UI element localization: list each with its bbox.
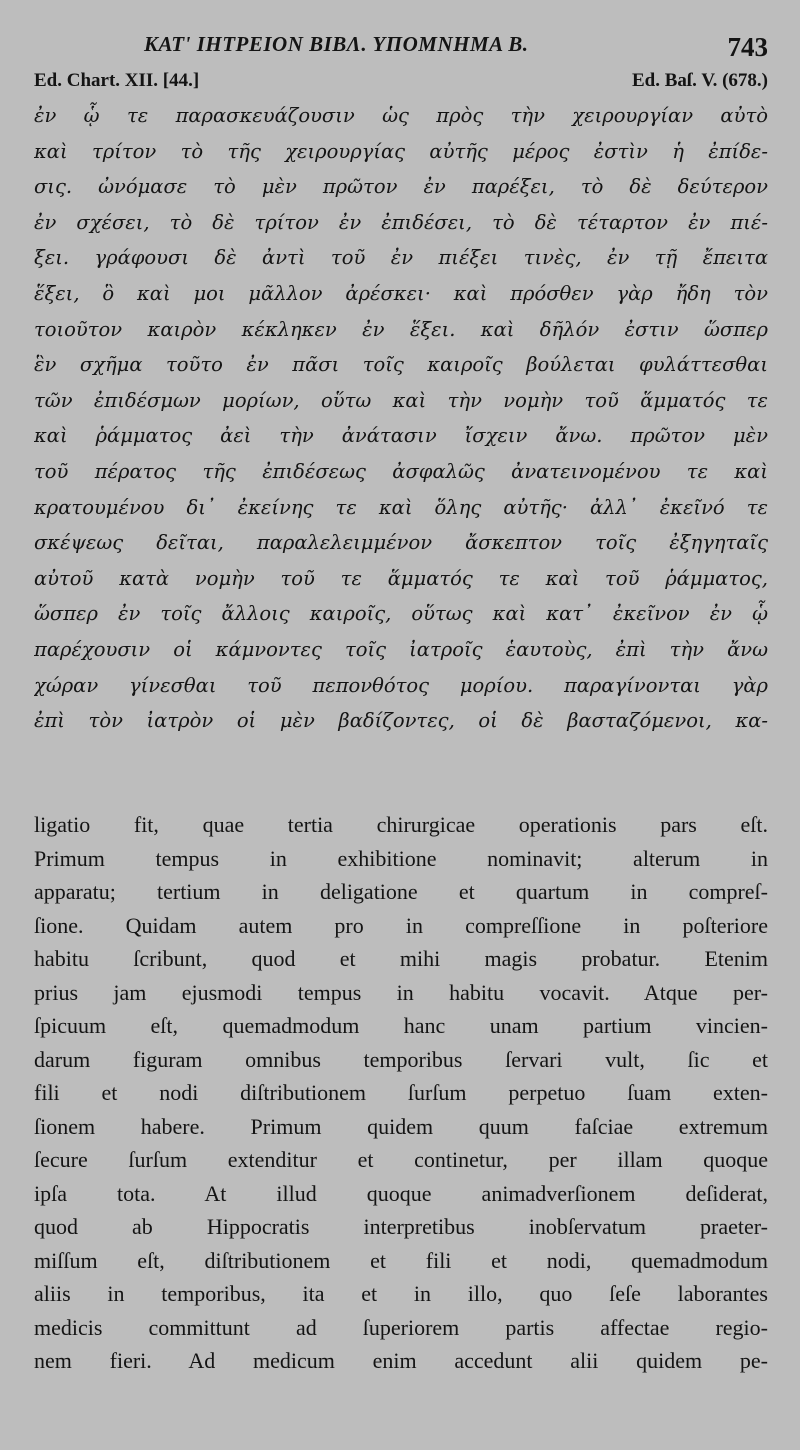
latin-line: darum figuram omnibus temporibus ſervari vult, ſic et bbox=[34, 1046, 768, 1072]
edition-basel-ref: Ed. Baſ. V. (678.) bbox=[631, 70, 768, 91]
page-number: 743 bbox=[727, 32, 768, 62]
greek-line: κρατουμένου δι᾽ ἐκείνης τε καὶ ὅλης αὐτῆς· ἀλλ᾽ ἐκεῖνό τε bbox=[34, 495, 768, 519]
latin-line: habitu ſcribunt, quod et mihi magis probatur. Etenim bbox=[34, 946, 768, 971]
greek-line: τῶν ἐπιδέσμων μορίων, οὕτω καὶ τὴν νομὴν τοῦ ἅμματός τε bbox=[34, 388, 768, 412]
greek-text-block bbox=[34, 98, 768, 739]
edition-chart-ref: Ed. Chart. XII. [44.] bbox=[34, 70, 200, 91]
latin-line: ſpicuum eſt, quemadmodum hanc unam partium vincien- bbox=[34, 1013, 768, 1038]
greek-line: σις. ὠνόμασε τὸ μὲν πρῶτον ἐν παρέξει, τὸ δὲ δεύτερον bbox=[34, 175, 768, 199]
greek-line: ἕξει, ὃ καὶ μοι μᾶλλον ἀρέσκει· καὶ πρόσθεν γὰρ ἤδη τὸν bbox=[34, 281, 768, 305]
greek-line: σκέψεως δεῖται, παραλελειμμένον ἄσκεπτον τοῖς ἐξηγηταῖς bbox=[34, 531, 768, 555]
greek-line: ἓν σχῆμα τοῦτο ἐν πᾶσι τοῖς καιροῖς βούλεται φυλάττεσθαι bbox=[34, 353, 768, 377]
latin-line: ligatio fit, quae tertia chirurgicae operationis pars eſt. bbox=[34, 812, 768, 837]
greek-line: ἐν σχέσει, τὸ δὲ τρίτον ἐν ἐπιδέσει, τὸ δὲ τέταρτον ἐν πιέ- bbox=[34, 210, 768, 234]
greek-line: ἐπὶ τὸν ἰατρὸν οἱ μὲν βαδίζοντες, οἱ δὲ βασταζόμενοι, κα- bbox=[34, 709, 768, 733]
latin-line: aliis in temporibus, ita et in illo, quo ſeſe laborantes bbox=[34, 1281, 768, 1306]
latin-line: medicis committunt ad ſuperiorem partis affectae regio- bbox=[34, 1314, 768, 1340]
edition-references bbox=[34, 70, 768, 96]
latin-line: miſſum eſt, diſtributionem et fili et nodi, quemadmodum bbox=[34, 1247, 768, 1273]
greek-line: καὶ ῥάμματος ἀεὶ τὴν ἀνάτασιν ἴσχειν ἄνω. πρῶτον μὲν bbox=[34, 424, 768, 448]
latin-line: nem fieri. Ad medicum enim accedunt alii quidem pe- bbox=[34, 1348, 768, 1373]
latin-line: ſionem habere. Primum quidem quum faſciae extremum bbox=[34, 1113, 768, 1139]
greek-line: τοιοῦτον καιρὸν κέκληκεν ἐν ἕξει. καὶ δῆλόν ἐστιν ὥσπερ bbox=[34, 317, 768, 341]
greek-line: καὶ τρίτον τὸ τῆς χειρουργίας αὐτῆς μέρος ἐστὶν ἡ ἐπίδε- bbox=[34, 139, 768, 163]
latin-text-block bbox=[34, 808, 768, 1378]
running-head bbox=[34, 28, 768, 64]
latin-line: ipſa tota. At illud quoque animadverſionem deſiderat, bbox=[34, 1180, 768, 1206]
greek-line: αὐτοῦ κατὰ νομὴν τοῦ τε ἅμματός τε καὶ τοῦ ῥάμματος, bbox=[34, 566, 768, 590]
greek-line: παρέχουσιν οἱ κάμνοντες τοῖς ἰατροῖς ἑαυτοὺς, ἐπὶ τὴν ἄνω bbox=[34, 637, 768, 661]
latin-line: quod ab Hippocratis interpretibus inobſervatum praeter- bbox=[34, 1214, 768, 1239]
greek-line: χώραν γίνεσθαι τοῦ πεπονθότος μορίου. παραγίνονται γὰρ bbox=[34, 673, 768, 697]
greek-line: ὥσπερ ἐν τοῖς ἄλλοις καιροῖς, οὕτως καὶ κατ᾽ ἐκεῖνον ἐν ᾧ bbox=[34, 602, 768, 626]
latin-line: ſecure ſurſum extenditur et continetur, per illam quoque bbox=[34, 1147, 768, 1172]
greek-line: τοῦ πέρατος τῆς ἐπιδέσεως ἀσφαλῶς ἀνατεινομένου τε καὶ bbox=[34, 459, 768, 483]
greek-line: ἐν ᾧ τε παρασκευάζουσιν ὡς πρὸς τὴν χειρουργίαν αὐτὸ bbox=[34, 104, 768, 127]
running-title: ΚΑΤ' ΙΗΤΡΕΙΟΝ ΒΙΒΛ. ΥΠΟΜΝΗΜΑ Β. bbox=[144, 32, 529, 56]
latin-line: ſione. Quidam autem pro in compreſſione in poſteriore bbox=[34, 912, 768, 938]
latin-line: prius jam ejusmodi tempus in habitu vocavit. Atque per- bbox=[34, 979, 768, 1005]
latin-line: fili et nodi diſtributionem ſurſum perpetuo ſuam exten- bbox=[34, 1080, 768, 1105]
greek-line: ξει. γράφουσι δὲ ἀντὶ τοῦ ἐν πιέξει τινὲς, ἐν τῇ ἔπειτα bbox=[34, 246, 768, 270]
latin-line: Primum tempus in exhibitione nominavit; alterum in bbox=[34, 845, 768, 871]
latin-line: apparatu; tertium in deligatione et quartum in compreſ- bbox=[34, 879, 768, 904]
